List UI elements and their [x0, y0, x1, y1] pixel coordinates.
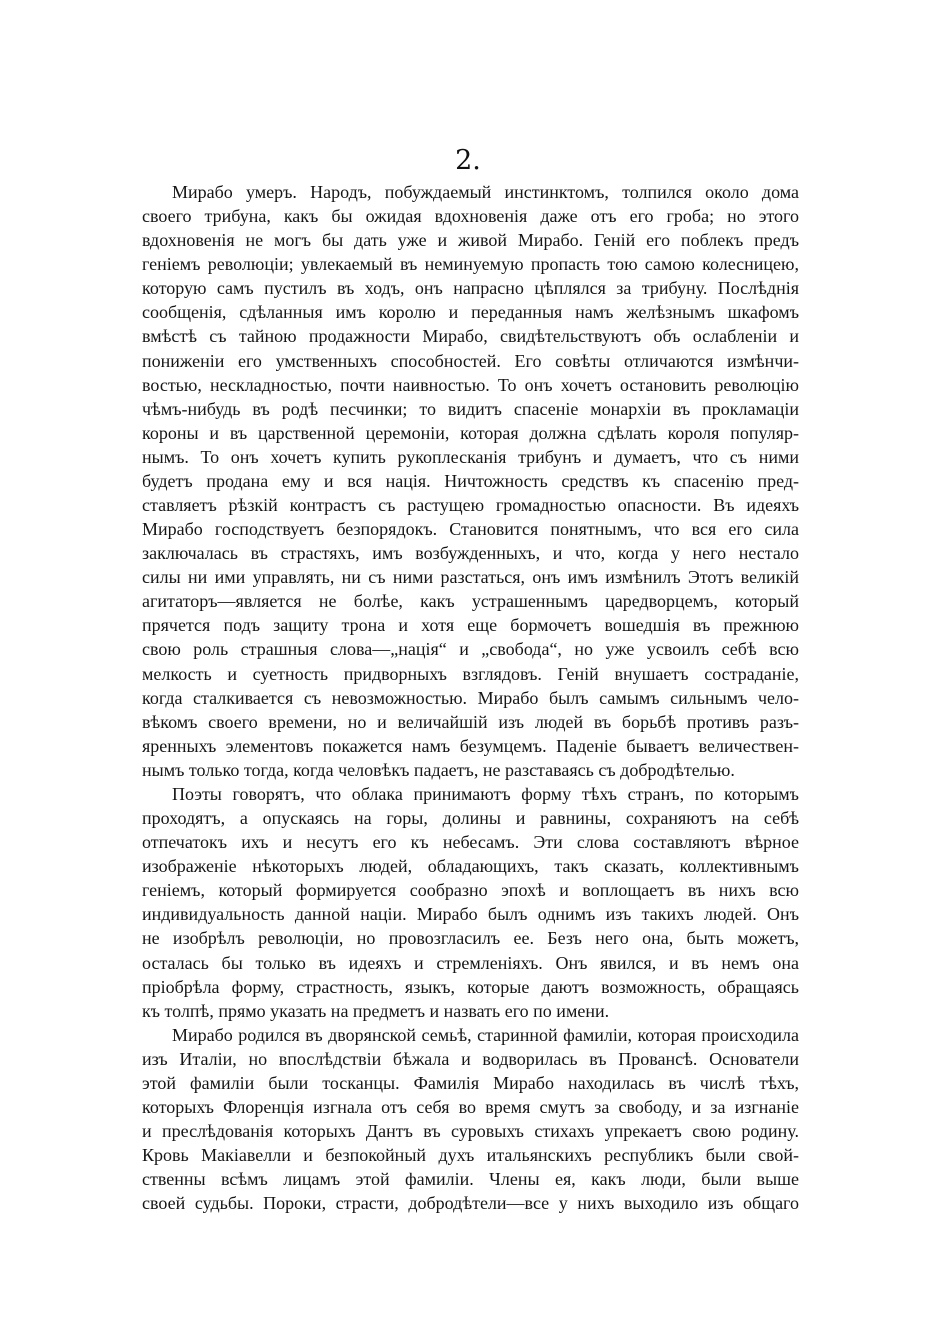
- text-line: ставляетъ рѣзкій контрастъ съ растущею громадностью опасности. Въ идеяхъ: [142, 495, 799, 516]
- text-line: чѣмъ-нибудь въ родѣ песчинки; то видитъ спасеніе монархіи въ прокламаціи: [142, 398, 799, 419]
- page-number: 2.: [455, 145, 481, 176]
- text-line: изъ Италіи, но впослѣдствіи бѣжала и водворилась въ Провансѣ. Основатели: [142, 1048, 799, 1069]
- text-line: востью, нескладностью, почти наивностью. То онъ хочетъ остановить революцію: [142, 374, 799, 395]
- text-line: свою роль страшныя слова—„нація“ и „свобода“, но уже усвоилъ себѣ всю: [142, 639, 799, 660]
- text-line: агитаторъ—является не болѣе, какъ устрашеннымъ царедворцемъ, который: [142, 591, 799, 612]
- text-line: вмѣстѣ съ тайною продажности Мирабо, свидѣтельствуютъ объ ослабленіи и: [142, 326, 799, 347]
- body-text: [142, 180, 799, 1215]
- text-line: своей судьбы. Пороки, страсти, добродѣтели—все у нихъ выходило изъ общаго: [142, 1193, 799, 1214]
- text-line: Мирабо умеръ. Народъ, побуждаемый инстинктомъ, толпился около дома: [172, 182, 799, 202]
- text-line: Мирабо господствуетъ безпорядокъ. Становится понятнымъ, что вся его сила: [142, 519, 799, 540]
- text-line: яренныхъ элементовъ покажется намъ безумцемъ. Паденіе бываетъ величествен-: [142, 735, 799, 756]
- text-line: геніемъ революціи; увлекаемый въ неминуемую пропасть тою самою колесницею,: [142, 254, 799, 275]
- text-line: своего трибуна, какъ бы ожидая вдохновенія даже отъ его гроба; но этого: [142, 206, 799, 227]
- text-line: этой фамиліи были тосканцы. Фамилія Мирабо находилась въ числѣ тѣхъ,: [142, 1072, 799, 1093]
- text-line: когда сталкивается съ невозможностью. Мирабо былъ самымъ сильнымъ чело-: [142, 687, 799, 708]
- text-line: сообщенія, сдѣланныя имъ королю и переданныя намъ желѣзнымъ шкафомъ: [142, 302, 799, 323]
- text-line: вѣкомъ своего времени, но и величайшій изъ людей въ борьбѣ противъ разъ-: [142, 711, 799, 732]
- text-line: прячется подъ защиту трона и хотя еще бормочетъ вошедшія въ прежнюю: [142, 615, 799, 636]
- text-line: короны и въ царственной церемоніи, которая должна сдѣлать короля популяр-: [142, 422, 799, 443]
- text-line: отпечатокъ ихъ и несутъ его къ небесамъ. Эти слова составляютъ вѣрное: [142, 832, 799, 853]
- text-line: Кровь Макіавелли и безпокойный духъ итальянскихъ республикъ были свой-: [142, 1145, 799, 1166]
- text-line: которую самъ пустилъ въ ходъ, онъ напрасно цѣплялся за трибуну. Послѣднія: [142, 278, 799, 299]
- text-line: вдохновенія не могъ бы дать уже и живой Мирабо. Геній его поблекъ предъ: [142, 230, 799, 251]
- text-line: пониженіи его умственныхъ способностей. Его совѣты отличаются измѣнчи-: [142, 350, 799, 371]
- text-line: нымъ только тогда, когда человѣкъ падаетъ, не разставаясь съ добродѣтелью.: [142, 759, 735, 780]
- text-line: изображеніе нѣкоторыхъ людей, обладающихъ, такъ сказать, коллективнымъ: [142, 856, 799, 877]
- text-line: не изобрѣлъ революціи, но провозгласилъ ее. Безъ него она, быть можетъ,: [142, 928, 799, 949]
- text-line: нымъ. То онъ хочетъ купить рукоплесканія трибунъ и думаетъ, что съ ними: [142, 446, 799, 467]
- text-line: къ толпѣ, прямо указать на предметъ и назвать его по имени.: [142, 1000, 610, 1021]
- text-line: пріобрѣла форму, страстность, языкъ, которые даютъ возможность, обращаясь: [142, 976, 799, 997]
- text-line: ственны всѣмъ лицамъ этой фамиліи. Члены ея, какъ люди, были выше: [142, 1169, 799, 1190]
- text-line: мелкость и суетность придворныхъ взглядовъ. Геній внушаетъ состраданіе,: [142, 663, 799, 684]
- text-line: заключалась въ страстяхъ, имъ возбужденныхъ, и что, когда у него нестало: [142, 543, 799, 564]
- text-line: проходятъ, а опускаясь на горы, долины и равнины, сохраняютъ на себѣ: [142, 808, 799, 829]
- text-line: Поэты говорятъ, что облака принимаютъ форму тѣхъ странъ, по которымъ: [172, 783, 799, 804]
- text-line: индивидуальность данной націи. Мирабо былъ однимъ изъ такихъ людей. Онъ: [142, 904, 799, 925]
- text-line: будетъ продана ему и вся нація. Ничтожность средствъ къ спасенію пред-: [142, 470, 799, 491]
- text-line: осталась бы только въ идеяхъ и стремленіяхъ. Онъ явился, и въ немъ она: [142, 952, 799, 973]
- text-line: геніемъ, который формируется сообразно эпохѣ и воплощаетъ въ нихъ всю: [142, 880, 799, 901]
- text-line: Мирабо родился въ дворянской семьѣ, старинной фамиліи, которая происходила: [172, 1024, 799, 1045]
- text-line: которыхъ Флоренція изгнала отъ себя во время смутъ за свободу, и за изгнаніе: [142, 1096, 799, 1117]
- text-line: и преслѣдованія которыхъ Дантъ въ суровыхъ стихахъ упрекаетъ свою родину.: [142, 1121, 799, 1142]
- text-line: силы ни ими управлять, ни съ ними разстаться, онъ имъ измѣнилъ Этотъ великій: [142, 567, 799, 588]
